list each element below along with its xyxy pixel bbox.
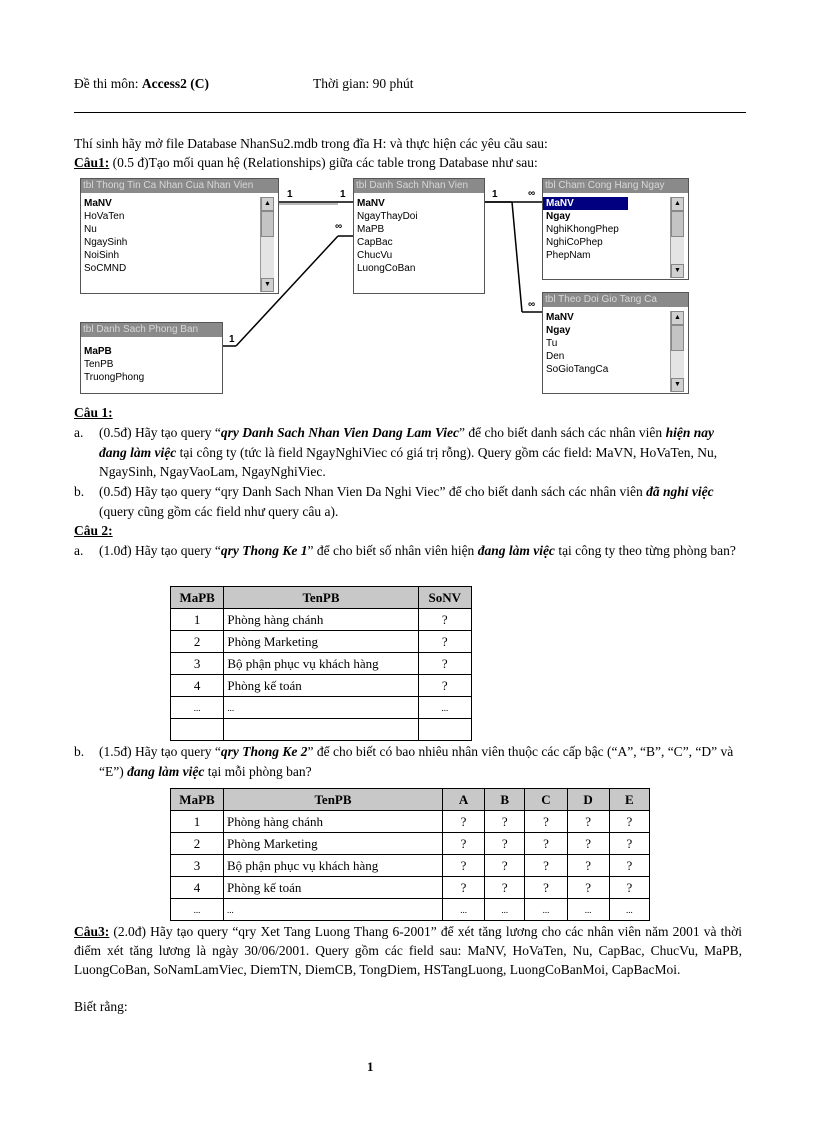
table-window-cham-cong[interactable]	[542, 178, 689, 280]
table-row	[171, 697, 472, 719]
table-cell: ...	[609, 899, 649, 921]
table-cell: ?	[525, 811, 567, 833]
table-cell: ...	[418, 697, 471, 719]
table-cell: 3	[171, 653, 224, 675]
table-cell: ?	[567, 833, 609, 855]
scroll-thumb[interactable]	[671, 325, 684, 351]
header-rule	[74, 112, 746, 113]
col-header: MaPB	[171, 789, 224, 811]
table-cell: ?	[485, 855, 525, 877]
table-cell: ...	[171, 697, 224, 719]
table-cell: 3	[171, 855, 224, 877]
cau2-item-a: a. (1.0đ) Hãy tạo query “qry Thong Ke 1” để cho biết số nhân viên hiện đang làm việc tại công ty theo từng phòng ban?	[74, 543, 736, 558]
field-phepnam[interactable]: PhepNam	[546, 250, 591, 261]
table-cell	[418, 719, 471, 741]
table-cell: 1	[171, 811, 224, 833]
field-nghicophep[interactable]: NghiCoPhep	[546, 237, 603, 248]
cau1-heading: Câu 1:	[74, 405, 113, 420]
cau2-heading: Câu 2:	[74, 523, 113, 538]
cau1-item-b: b. (0.5đ) Hãy tạo query “qry Danh Sach Nhan Vien Da Nghi Viec” để cho biết danh sách các nhân viên đã nghỉ việc (query cũng gồm các field như query câu a).	[74, 484, 714, 519]
table-row	[171, 833, 650, 855]
table-cell: ?	[418, 675, 471, 697]
table-cell: Phòng hàng chánh	[224, 811, 443, 833]
cau3-note: Biết rằng:	[74, 999, 128, 1014]
col-header: A	[443, 789, 485, 811]
table-cell: ?	[443, 811, 485, 833]
table-cell: 1	[171, 609, 224, 631]
field-socmnd[interactable]: SoCMND	[84, 263, 127, 274]
field-ngay[interactable]: Ngay	[546, 211, 571, 222]
table-window-title[interactable]: tbl Theo Doi Gio Tang Ca	[543, 293, 688, 307]
table-window-title[interactable]: tbl Cham Cong Hang Ngay	[543, 179, 688, 193]
table-cell: ?	[567, 811, 609, 833]
table-cell: ?	[609, 855, 649, 877]
table-row	[171, 899, 650, 921]
table-cell: ...	[525, 899, 567, 921]
table-row	[171, 675, 472, 697]
table-cell: ?	[567, 855, 609, 877]
table-cell	[171, 719, 224, 741]
rel-many-label: ∞	[528, 299, 536, 310]
field-nu[interactable]: Nu	[84, 224, 97, 235]
table-cell	[224, 719, 418, 741]
table-cell: Phòng kế toán	[224, 675, 418, 697]
scroll-thumb[interactable]	[671, 211, 684, 237]
table-cell: 2	[171, 631, 224, 653]
table-row	[171, 653, 472, 675]
thong-ke-1-table	[170, 586, 472, 741]
field-truongphong[interactable]: TruongPhong	[84, 372, 145, 383]
table-cell: ?	[609, 877, 649, 899]
col-header: MaPB	[171, 587, 224, 609]
field-den[interactable]: Den	[546, 351, 565, 362]
field-mapb[interactable]: MaPB	[84, 346, 112, 357]
scroll-down-icon[interactable]: ▼	[671, 264, 684, 278]
table-cell: ?	[525, 833, 567, 855]
table-cell: ?	[443, 877, 485, 899]
cau3-paragraph: Câu3: (2.0đ) Hãy tạo query “qry Xet Tang Luong Thang 6-2001” để xét tăng lương cho các nhân viên năm 2001 và thời điểm xét tăng lương là ngày 30/06/2001. Query gồm các field sau: MaNV, HoVaTen, Nu, CapBac, ChucVu, MaPB, LuongCoBan, SoNamLamViec, DiemTN, DiemCB, TongDiem, HSTangLuong, LuongCoBanMoi, CapBacMoi.	[74, 924, 742, 977]
col-header: E	[609, 789, 649, 811]
field-chucvu[interactable]: ChucVu	[357, 250, 393, 261]
table-row	[171, 631, 472, 653]
thong-ke-2-table	[170, 788, 650, 921]
table-cell: ...	[224, 899, 443, 921]
field-manv[interactable]: MaNV	[543, 197, 628, 210]
rel-one-label: 1	[340, 189, 346, 200]
rel-one-label: 1	[492, 189, 498, 200]
table-window-title[interactable]: tbl Danh Sach Nhan Vien	[354, 179, 484, 193]
table-window-theo-doi-gio-tang-ca[interactable]	[542, 292, 689, 394]
table-window-danh-sach-phong-ban[interactable]	[80, 322, 223, 394]
rel-many-label: ∞	[528, 188, 536, 199]
field-ngaythaydoi[interactable]: NgayThayDoi	[357, 211, 418, 222]
table-window-title[interactable]: tbl Danh Sach Phong Ban	[81, 323, 222, 337]
cau2-item-b: b. (1.5đ) Hãy tạo query “qry Thong Ke 2” để cho biết có bao nhiêu nhân viên thuộc các cấp bậc (“A”, “B”, “C”, “D” và “E”) đang làm việc tại mỗi phòng ban?	[74, 744, 734, 779]
col-header: D	[567, 789, 609, 811]
rel-one-label: 1	[287, 189, 293, 200]
table-cell: 2	[171, 833, 224, 855]
table-window-title[interactable]: tbl Thong Tin Ca Nhan Cua Nhan Vien	[81, 179, 278, 193]
field-manv[interactable]: MaNV	[357, 198, 385, 209]
table-cell: ...	[485, 899, 525, 921]
field-ngaysinh[interactable]: NgaySinh	[84, 237, 128, 248]
relationships-diagram	[76, 174, 692, 400]
table-cell: Phòng hàng chánh	[224, 609, 418, 631]
table-cell: ?	[485, 811, 525, 833]
field-tenpb[interactable]: TenPB	[84, 359, 114, 370]
field-manv[interactable]: MaNV	[546, 312, 574, 323]
rel-many-label: ∞	[335, 221, 343, 232]
col-header: SoNV	[418, 587, 471, 609]
table-row	[171, 719, 472, 741]
scroll-down-icon[interactable]: ▼	[671, 378, 684, 392]
rel-one-label: 1	[229, 334, 235, 345]
scroll-up-icon[interactable]: ▲	[671, 311, 684, 325]
relationships-instruction: Câu1: (0.5 đ)Tạo mối quan hệ (Relationships) giữa các table trong Database như sau:	[74, 155, 538, 170]
table-cell: Bộ phận phục vụ khách hàng	[224, 653, 418, 675]
table-cell: ?	[609, 833, 649, 855]
table-cell: ?	[418, 653, 471, 675]
table-cell: ?	[443, 833, 485, 855]
scroll-down-icon[interactable]: ▼	[261, 278, 274, 292]
table-window-danh-sach-nhan-vien[interactable]	[353, 178, 485, 294]
scroll-thumb[interactable]	[261, 211, 274, 237]
table-cell: 4	[171, 877, 224, 899]
page-number: 1	[367, 1059, 374, 1074]
table-cell: ?	[418, 609, 471, 631]
field-capbac[interactable]: CapBac	[357, 237, 393, 248]
table-cell: ...	[224, 697, 418, 719]
col-header: TenPB	[224, 587, 418, 609]
table-cell: ?	[525, 855, 567, 877]
field-tu[interactable]: Tu	[546, 338, 558, 349]
field-manv[interactable]: MaNV	[84, 198, 112, 209]
table-cell: Phòng Marketing	[224, 833, 443, 855]
table-cell: ?	[418, 631, 471, 653]
field-luongcoban[interactable]: LuongCoBan	[357, 263, 416, 274]
table-cell: ?	[525, 877, 567, 899]
col-header: B	[485, 789, 525, 811]
table-row	[171, 811, 650, 833]
table-cell: ...	[443, 899, 485, 921]
scrollbar[interactable]	[670, 311, 684, 392]
field-hovaten[interactable]: HoVaTen	[84, 211, 125, 222]
col-header: C	[525, 789, 567, 811]
table-cell: 4	[171, 675, 224, 697]
intro-text: Thí sinh hãy mở file Database NhanSu2.mdb trong đĩa H: và thực hiện các yêu cầu sau:	[74, 136, 548, 151]
table-cell: ?	[567, 877, 609, 899]
exam-time: Thời gian: 90 phút	[313, 76, 414, 91]
table-row	[171, 855, 650, 877]
exam-subject: Đề thi môn: Access2 (C)	[74, 76, 209, 91]
cau1-item-a: a. (0.5đ) Hãy tạo query “qry Danh Sach Nhan Vien Dang Lam Viec” để cho biết danh sách các nhân viên hiện nay đang làm việc tại công ty (tức là field NgayNghiViec có giá trị rỗng). Query gồm các field: MaVN, HoVaTen, Nu, NgaySinh, NgayVaoLam, NgayNghiViec.	[74, 425, 718, 479]
table-row	[171, 877, 650, 899]
table-cell: ...	[567, 899, 609, 921]
field-mapb[interactable]: MaPB	[357, 224, 385, 235]
field-sogiotangca[interactable]: SoGioTangCa	[546, 364, 609, 375]
scroll-up-icon[interactable]: ▲	[261, 197, 274, 211]
col-header: TenPB	[224, 789, 443, 811]
table-row	[171, 609, 472, 631]
scrollbar[interactable]	[670, 197, 684, 278]
table-cell: Phòng kế toán	[224, 877, 443, 899]
table-cell: ?	[485, 833, 525, 855]
table-cell: ?	[485, 877, 525, 899]
table-cell: Phòng Marketing	[224, 631, 418, 653]
field-ngay[interactable]: Ngay	[546, 325, 571, 336]
table-cell: ...	[171, 899, 224, 921]
table-cell: ?	[443, 855, 485, 877]
scroll-up-icon[interactable]: ▲	[671, 197, 684, 211]
scrollbar[interactable]	[260, 197, 274, 292]
field-noisinh[interactable]: NoiSinh	[84, 250, 120, 261]
field-nghikhongphep[interactable]: NghiKhongPhep	[546, 224, 619, 235]
table-cell: ?	[609, 811, 649, 833]
table-window-thong-tin-ca-nhan[interactable]	[80, 178, 279, 294]
table-cell: Bộ phận phục vụ khách hàng	[224, 855, 443, 877]
